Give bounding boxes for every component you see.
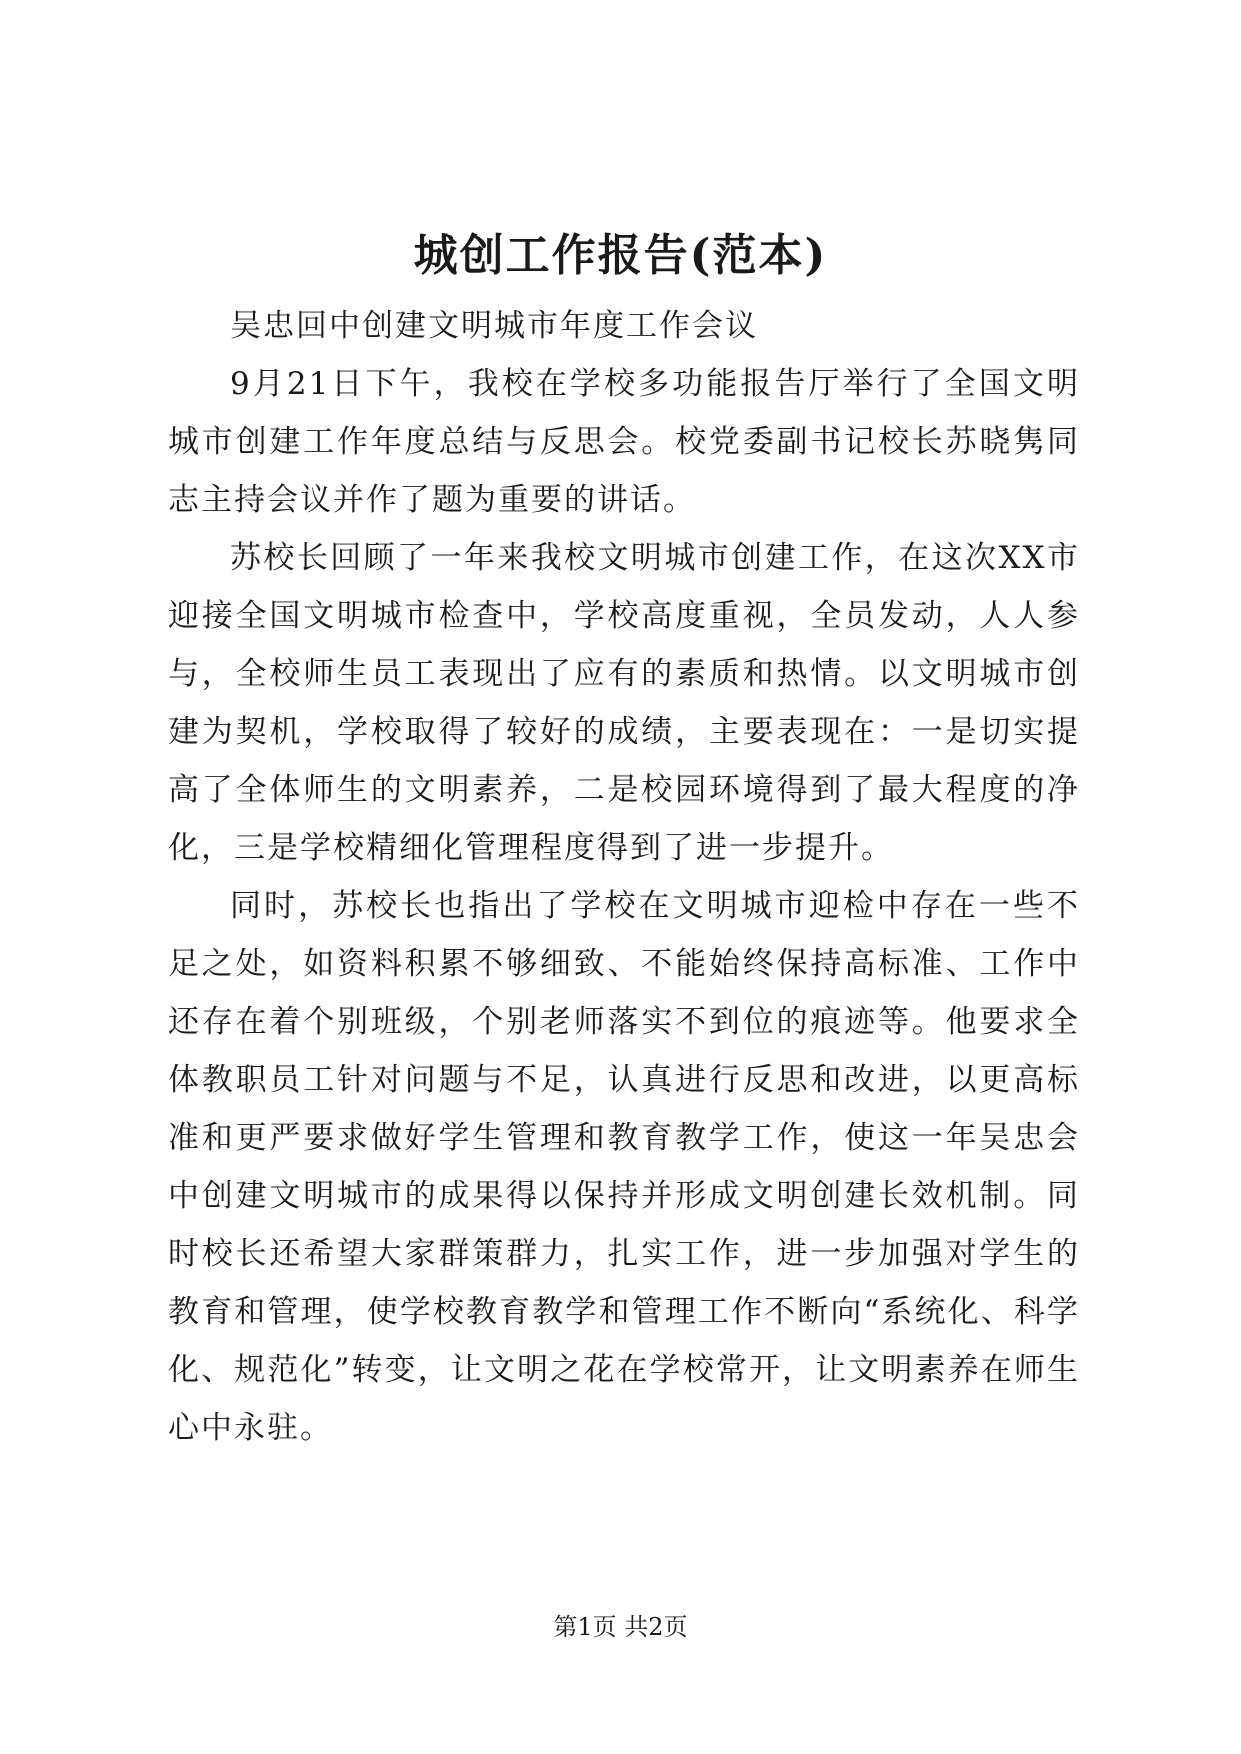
document-body <box>168 297 1080 1457</box>
page-number-footer: 第1页 共2页 <box>553 1613 688 1641</box>
body-paragraph-2: 苏校长回顾了一年来我校文明城市创建工作，在这次XX市迎接全国文明城市检查中，学校高度重视，全员发动，人人参与，全校师生员工表现出了应有的素质和热情。以文明城市创建为契机，学校取得了较好的成绩，主要表现在：一是切实提高了全体师生的文明素养，二是校园环境得到了最大程度的净化，三是学校精细化管理程度得到了进一步提升。 <box>168 540 1080 866</box>
body-paragraph-1: 9月21日下午，我校在学校多功能报告厅举行了全国文明城市创建工作年度总结与反思会。校党委副书记校长苏晓隽同志主持会议并作了题为重要的讲话。 <box>168 366 1080 518</box>
body-paragraph-3: 同时，苏校长也指出了学校在文明城市迎检中存在一些不足之处，如资料积累不够细致、不能始终保持高标准、工作中还存在着个别班级，个别老师落实不到位的痕迹等。他要求全体教职员工针对问题与不足，认真进行反思和改进，以更高标准和更严要求做好学生管理和教育教学工作，使这一年吴忠会中创建文明城市的成果得以保持并形成文明创建长效机制。同时校长还希望大家群策群力，扎实工作，进一步加强对学生的教育和管理，使学校教育教学和管理工作不断向“系统化、科学化、规范化”转变，让文明之花在学校常开，让文明素养在师生心中永驻。 <box>168 888 1080 1446</box>
document-title: 城创工作报告(范本) <box>413 230 828 281</box>
meeting-subtitle-paragraph: 吴忠回中创建文明城市年度工作会议 <box>230 308 758 344</box>
